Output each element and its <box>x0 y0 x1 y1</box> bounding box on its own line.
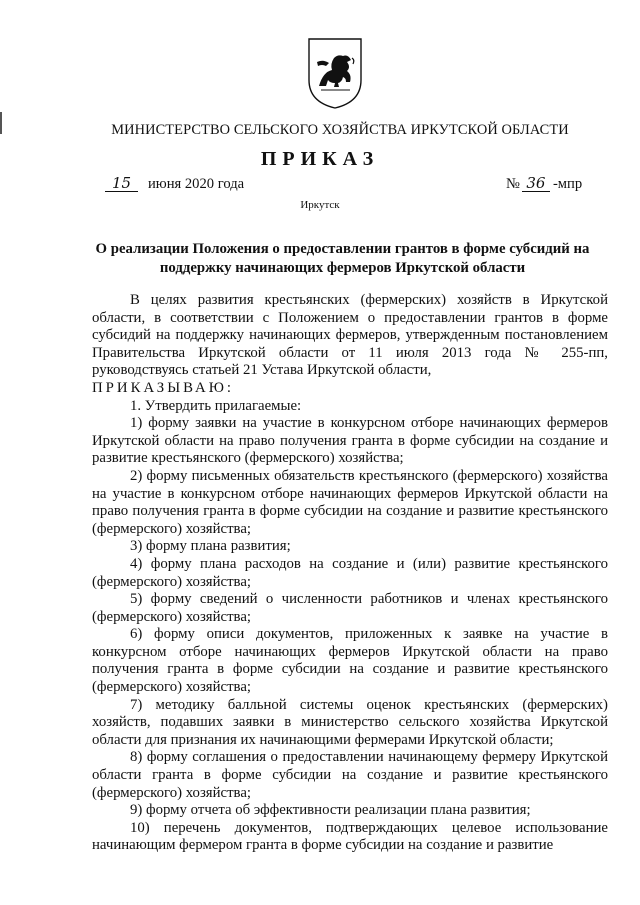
number-sign: № <box>506 176 520 192</box>
subitem-2: 2) форму письменных обязательств крестьянского (фермерского) хозяйства на участие в конкурсном отборе начинающих фермеров Иркутской области на право получения гранта в форме субсидии на создание и развитие крестьянского (фермерского) хозяйства; <box>92 467 608 537</box>
irkutsk-coat-of-arms-icon <box>306 36 364 110</box>
order-number <box>506 175 582 193</box>
subitem-3: 3) форму плана развития; <box>130 538 291 555</box>
subitem-7: 7) методику балльной системы оценок крестьянских (фермерских) хозяйств, подавших заявки в министерство сельского хозяйства Иркутской области для признания их начинающими фермерами Иркутской области; <box>92 696 608 748</box>
document-type-title: ПРИКАЗ <box>260 148 380 170</box>
order-body <box>92 292 608 855</box>
handwritten-day: 15 <box>105 175 138 192</box>
subitem-4: 4) форму плана расходов на создание и (или) развитие крестьянского (фермерского) хозяйства; <box>92 555 608 590</box>
subitem-6: 6) форму описи документов, приложенных к заявке на участие в конкурсном отборе начинающих фермеров Иркутской области на право получения гранта в форме субсидии на создание и развитие крестьянского (фермерского) хозяйства; <box>92 626 608 696</box>
item-1: 1. Утвердить прилагаемые: <box>130 397 302 414</box>
order-subject: О реализации Положения о предоставлении грантов в форме субсидий на поддержку начинающих фермеров Иркутской области <box>95 241 590 276</box>
ministry-name: МИНИСТЕРСТВО СЕЛЬСКОГО ХОЗЯЙСТВА ИРКУТСКОЙ ОБЛАСТИ <box>111 122 569 138</box>
city-name: Иркутск <box>300 199 340 211</box>
order-date <box>105 175 244 193</box>
date-month-year: июня 2020 года <box>148 176 245 192</box>
subitem-9: 9) форму отчета об эффективности реализации плана развития; <box>130 802 531 819</box>
scan-edge-mark <box>0 112 2 134</box>
handwritten-number: 36 <box>522 175 550 192</box>
preamble-paragraph: В целях развития крестьянских (фермерских) хозяйств в Иркутской области, в соответствии с Положением о предоставлении грантов в форме субсидий на поддержку начинающих фермеров, утвержденным постановлением Правительства Иркутской области от 11 июля 2013 года № 255-пп, руководствуясь статьей 21 Устава Иркутской области, <box>92 292 608 379</box>
subitem-1: 1) форму заявки на участие в конкурсном отборе начинающих фермеров Иркутской области на право получения гранта в форме субсидии на создание и развитие крестьянского (фермерского) хозяйства; <box>92 415 608 467</box>
order-keyword: ПРИКАЗЫВАЮ: <box>92 379 235 396</box>
number-suffix: -мпр <box>552 176 583 192</box>
subitem-8: 8) форму соглашения о предоставлении начинающему фермеру Иркутской области гранта в форме субсидии на создание и развитие крестьянского (фермерского) хозяйства; <box>92 749 608 801</box>
subitem-10: 10) перечень документов, подтверждающих целевое использование начинающим фермером гранта в форме субсидии на создание и развитие <box>92 819 608 854</box>
subitem-5: 5) форму сведений о численности работников и членах крестьянского (фермерского) хозяйства; <box>92 591 608 625</box>
